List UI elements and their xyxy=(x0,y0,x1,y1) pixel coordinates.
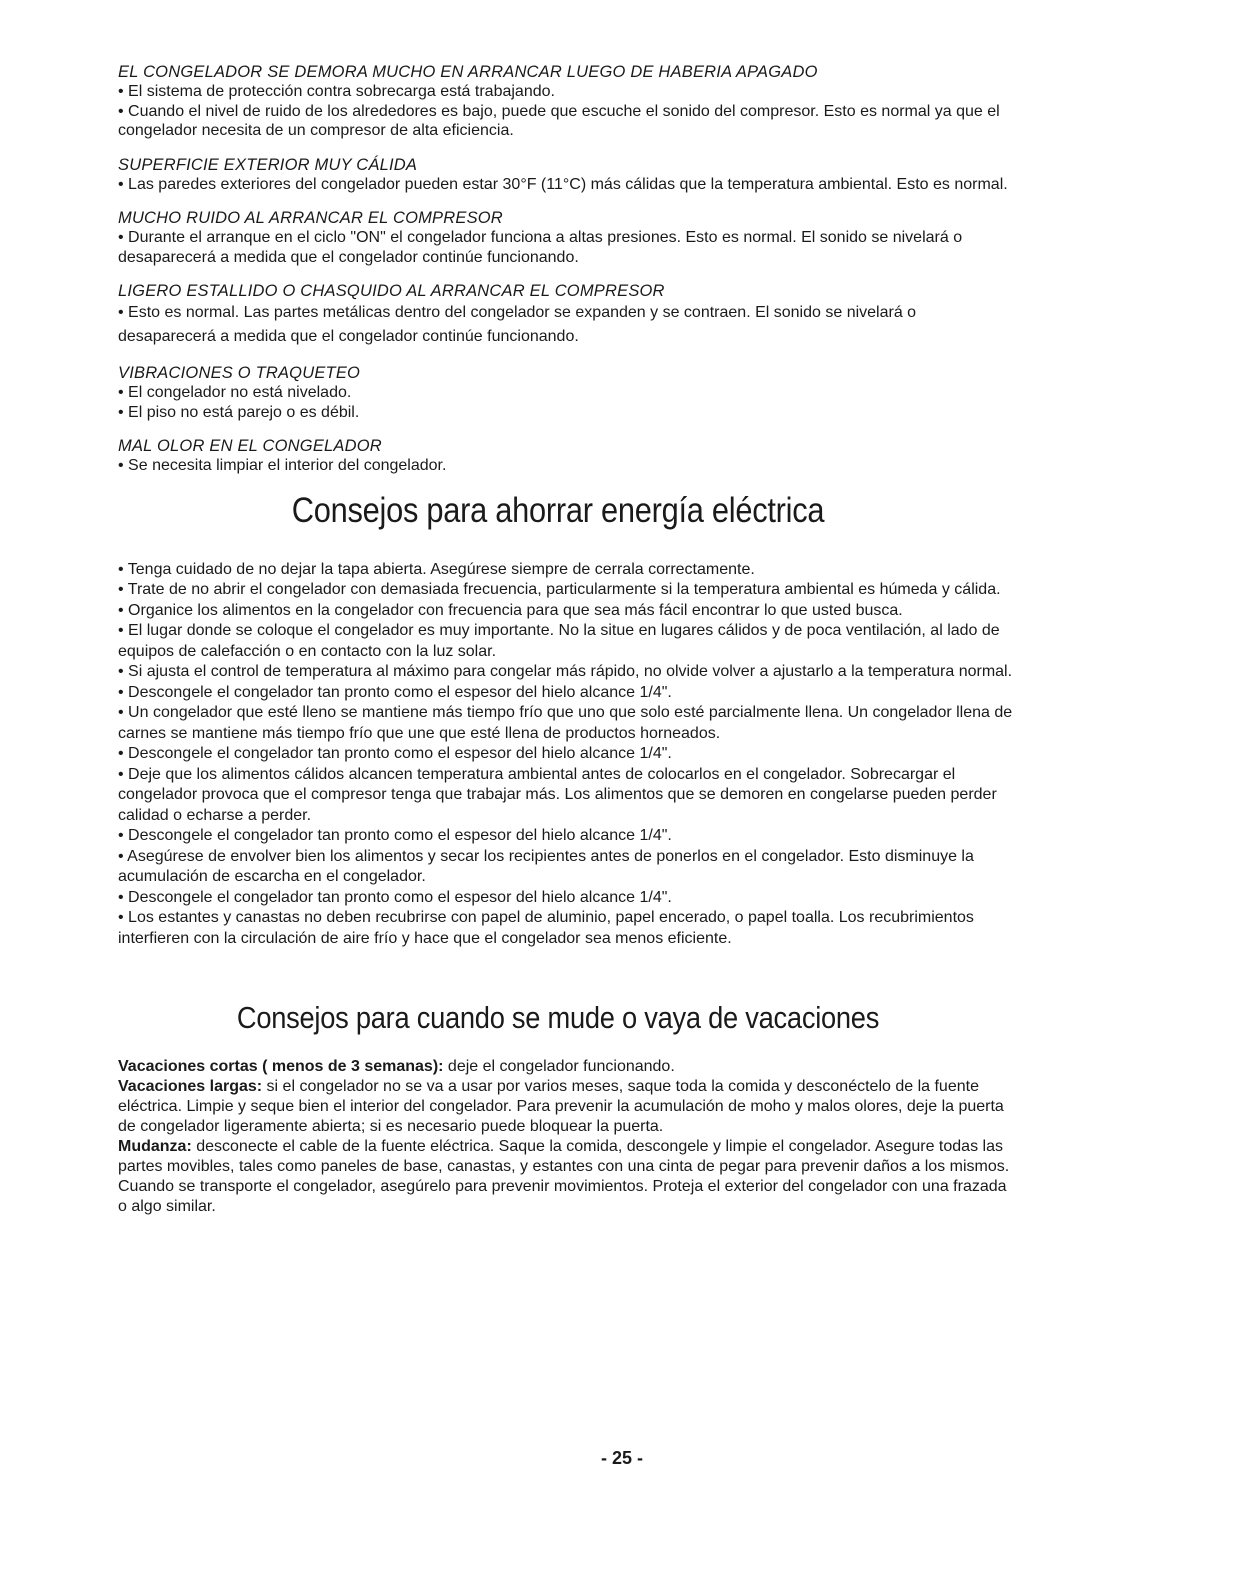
list-item: • Las paredes exteriores del congelador pueden estar 30°F (11°C) más cálidas que la temperatura ambiental. Esto es normal. xyxy=(118,175,1018,195)
section-heading: MAL OLOR EN EL CONGELADOR xyxy=(118,437,382,455)
section-heading: VIBRACIONES O TRAQUETEO xyxy=(118,364,361,382)
list-item: • Descongele el congelador tan pronto como el espesor del hielo alcance 1/4". xyxy=(118,888,1018,909)
moving-paragraph xyxy=(118,1137,1018,1217)
troubleshooting-section-1 xyxy=(118,62,1018,141)
list-item: • Descongele el congelador tan pronto como el espesor del hielo alcance 1/4". xyxy=(118,683,1018,704)
energy-tips-list xyxy=(118,560,1018,950)
list-item: • Si ajusta el control de temperatura al máximo para congelar más rápido, no olvide volver a ajustarlo a la temperatura normal. xyxy=(118,662,1018,683)
troubleshooting-section-6 xyxy=(118,436,1018,476)
moving-text: desconecte el cable de la fuente eléctrica. Saque la comida, descongele y limpie el congelador. Asegure todas las partes movibles, tales como paneles de base, canastas, y estantes con una cinta de pegar para prevenir daños a los mismos. Cuando se transporte el congelador, asegúrelo para prevenir movimientos. Proteja el exterior del congelador con una frazada o algo similar. xyxy=(118,1138,1010,1215)
list-item: • Los estantes y canastas no deben recubrirse con papel de aluminio, papel encerado, o papel toalla. Los recubrimientos interfieren con la circulación de aire frío y hace que el congelador sea menos eficiente. xyxy=(118,908,1018,949)
long-vacation-paragraph xyxy=(118,1077,1018,1137)
moving-label: Mudanza: xyxy=(118,1138,192,1155)
list-item: • Tenga cuidado de no dejar la tapa abierta. Asegúrese siempre de cerrala correctamente. xyxy=(118,560,1018,581)
list-item: • El sistema de protección contra sobrecarga está trabajando. xyxy=(118,82,1018,102)
short-vacation-text: deje el congelador funcionando. xyxy=(443,1058,675,1075)
list-item: • Esto es normal. Las partes metálicas dentro del congelador se expanden y se contraen. El sonido se nivelará o desaparecerá a medida que el congelador continúe funcionando. xyxy=(118,301,1018,349)
troubleshooting-section-4 xyxy=(118,281,1018,349)
section-heading: LIGERO ESTALLIDO O CHASQUIDO AL ARRANCAR EL COMPRESOR xyxy=(118,282,665,300)
list-item: • Deje que los alimentos cálidos alcancen temperatura ambiental antes de colocarlos en el congelador. Sobrecargar el congelador provoca que el compresor tenga que trabajar más. Los alimentos que se demoren en congelarse pueden perder calidad o echarse a perder. xyxy=(118,765,1018,827)
section-heading: MUCHO RUIDO AL ARRANCAR EL COMPRESOR xyxy=(118,209,503,227)
section-heading: SUPERFICIE EXTERIOR MUY CÁLIDA xyxy=(118,155,418,174)
list-item: • El congelador no está nivelado. xyxy=(118,383,1018,403)
long-vacation-text: si el congelador no se va a usar por varios meses, saque toda la comida y desconéctelo de la fuente eléctrica. Limpie y seque bien el interior del congelador. Para prevenir la acumulación de moho y malos olores, deje la puerta de congelador ligeramente abierta; si es necesario puede bloquear la puerta. xyxy=(118,1078,1004,1135)
list-item: • El lugar donde se coloque el congelador es muy importante. No la situe en lugares cálidos y de poca ventilación, al lado de equipos de calefacción o en contacto con la luz solar. xyxy=(118,621,1018,662)
list-item: • El piso no está parejo o es débil. xyxy=(118,403,1018,423)
list-item: • Se necesita limpiar el interior del congelador. xyxy=(118,456,1018,476)
list-item: • Asegúrese de envolver bien los alimentos y secar los recipientes antes de ponerlos en el congelador. Esto disminuye la acumulación de escarcha en el congelador. xyxy=(118,847,1018,888)
troubleshooting-section-3 xyxy=(118,208,1018,267)
list-item: • Trate de no abrir el congelador con demasiada frecuencia, particularmente si la temperatura ambiental es húmeda y cálida. xyxy=(118,580,1018,601)
energy-tips-title: Consejos para ahorrar energía eléctrica xyxy=(291,490,825,530)
short-vacation-paragraph xyxy=(118,1057,1018,1077)
list-item: • Descongele el congelador tan pronto como el espesor del hielo alcance 1/4". xyxy=(118,744,1018,765)
list-item: • Descongele el congelador tan pronto como el espesor del hielo alcance 1/4". xyxy=(118,826,1018,847)
page-number: - 25 - xyxy=(600,1448,643,1468)
page-content xyxy=(118,62,1018,1217)
moving-tips-title: Consejos para cuando se mude o vaya de vacaciones xyxy=(236,1000,880,1035)
list-item: • Durante el arranque en el ciclo "ON" el congelador funciona a altas presiones. Esto es normal. El sonido se nivelará o desaparecerá a medida que el congelador continúe funcionando. xyxy=(118,228,1018,267)
list-item: • Organice los alimentos en la congelador con frecuencia para que sea más fácil encontrar lo que usted busca. xyxy=(118,601,1018,622)
section-heading: EL CONGELADOR SE DEMORA MUCHO EN ARRANCAR LUEGO DE HABERIA APAGADO xyxy=(118,63,818,81)
long-vacation-label: Vacaciones largas: xyxy=(118,1078,263,1095)
short-vacation-label: Vacaciones cortas ( menos de 3 semanas): xyxy=(118,1058,444,1075)
list-item: • Un congelador que esté lleno se mantiene más tiempo frío que uno que solo esté parcialmente llena. Un congelador llena de carnes se mantiene más tiempo frío que une que esté llena de productos horneados. xyxy=(118,703,1018,744)
list-item: • Cuando el nivel de ruido de los alrededores es bajo, puede que escuche el sonido del compresor. Esto es normal ya que el congelador necesita de un compresor de alta eficiencia. xyxy=(118,102,1018,141)
troubleshooting-section-2 xyxy=(118,155,1018,195)
troubleshooting-section-5 xyxy=(118,363,1018,422)
